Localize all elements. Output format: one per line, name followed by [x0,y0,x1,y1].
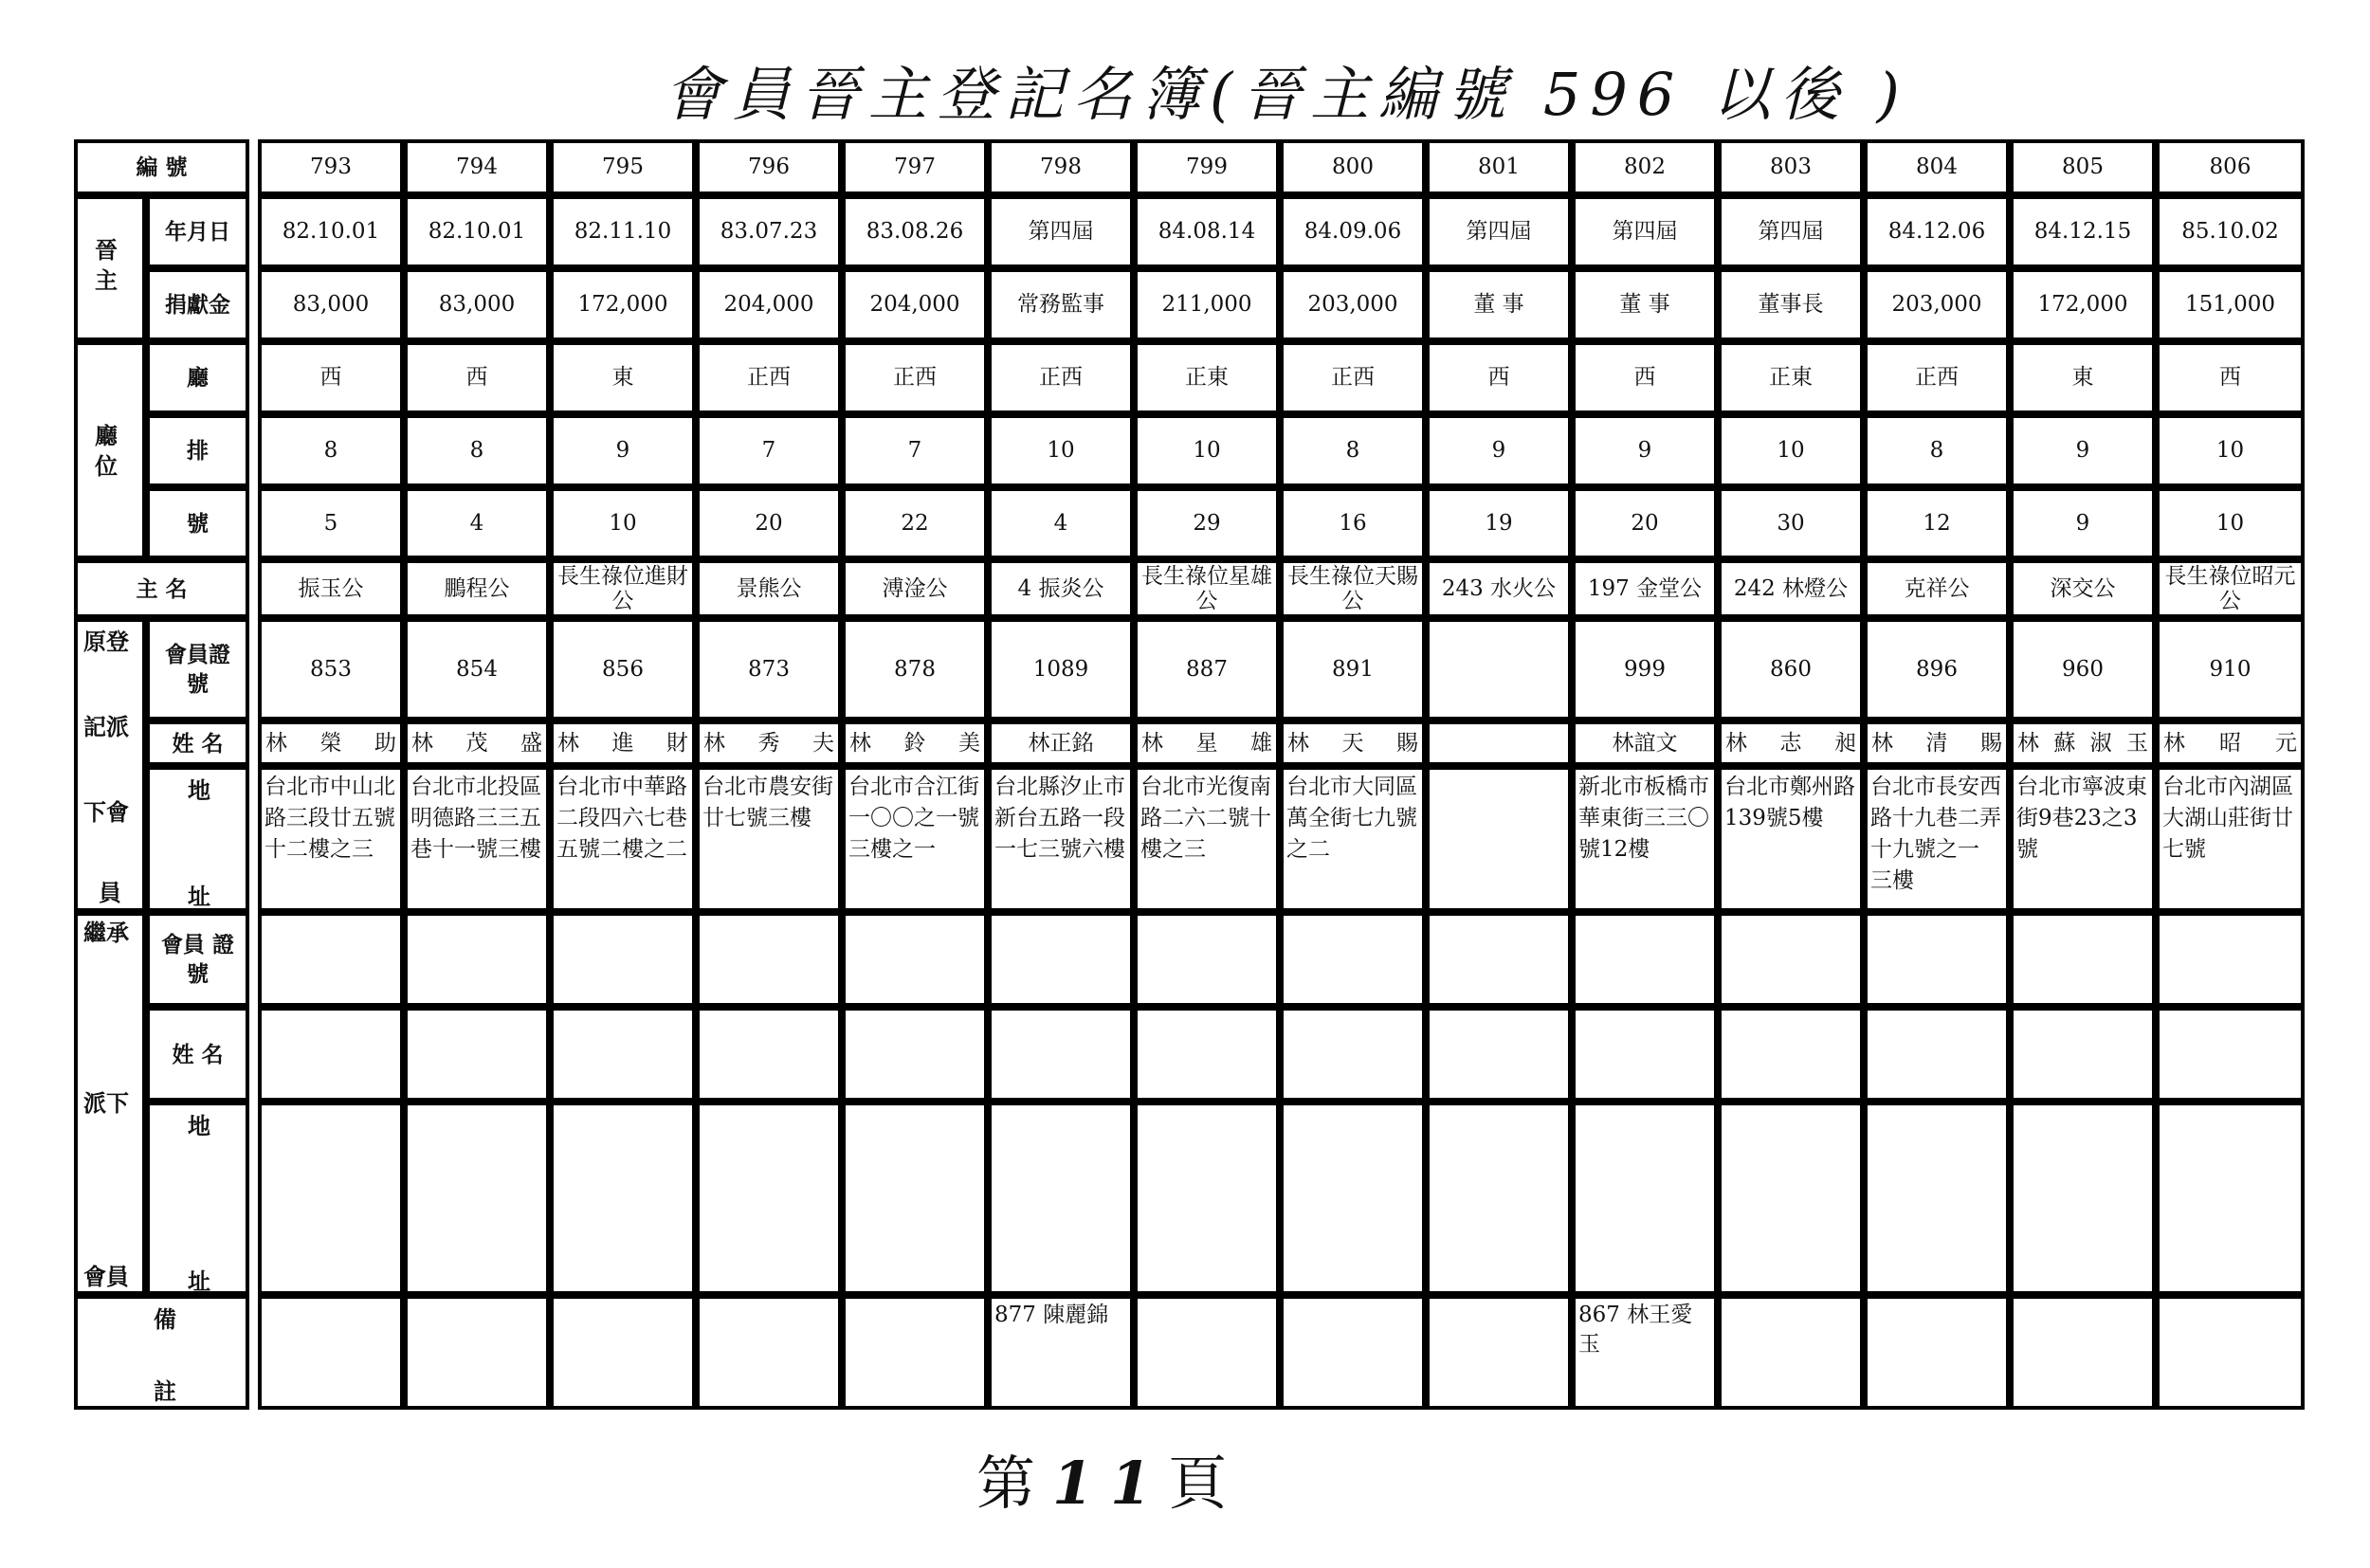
cell-num: 10 [550,487,696,559]
label-member-id [146,618,249,720]
cell-master: 長生祿位天賜公 [1280,559,1426,618]
name-char: 助 [374,730,396,756]
cell-donation: 204,000 [842,268,988,341]
cell-num: 4 [404,487,550,559]
name-char: 昭 [2219,730,2241,756]
cell-hall: 西 [258,341,404,414]
cell-inherit-member-id [1134,912,1280,1007]
cell-member-id: 999 [1572,618,1718,720]
cell-master: 深交公 [2010,559,2156,618]
cell-name [1718,720,1864,766]
name-char: 財 [666,730,688,756]
cell-donation: 203,000 [1280,268,1426,341]
cell-num: 19 [1426,487,1572,559]
cell-date: 第四屆 [988,195,1134,268]
label-inh-name: 姓 名 [146,1007,249,1102]
cell-date: 第四屆 [1718,195,1864,268]
label-member-id-text: 會員證號 [165,642,230,697]
label-inh-member-id-text: 會員 證號 [160,932,234,987]
cell-inherit-address [258,1102,404,1295]
cell-id: 795 [550,139,696,195]
label-hallpos-text: 廳位 [95,422,118,480]
cell-inherit-address [550,1102,696,1295]
cell-member-id: 960 [2010,618,2156,720]
cell-inherit-address [2156,1102,2305,1295]
cell-id: 805 [2010,139,2156,195]
cell-id: 806 [2156,139,2305,195]
cell-name [1280,720,1426,766]
name-char: 賜 [1396,730,1418,756]
cell-num: 9 [2010,487,2156,559]
cell-member-id: 1089 [988,618,1134,720]
cell-note [550,1295,696,1410]
cell-id: 794 [404,139,550,195]
label-address-bottom: 址 [188,883,210,910]
name-char: 蘇 [2053,730,2076,756]
name-char: 淑 [2089,730,2112,756]
name-char: 林 [703,730,725,756]
name-char: 進 [611,730,634,756]
cell-id: 802 [1572,139,1718,195]
cell-date: 84.12.06 [1864,195,2010,268]
cell-note [1280,1295,1426,1410]
cell-master: 長生祿位進財公 [550,559,696,618]
cell-note [1864,1295,2010,1410]
cell-hall: 西 [1426,341,1572,414]
cell-address: 台北市合江街一〇〇之一號三樓之一 [842,766,988,912]
name-char: 林 [1871,730,1893,756]
cell-member-id: 854 [404,618,550,720]
cell-member-id: 896 [1864,618,2010,720]
name-char: 玉 [2125,730,2148,756]
cell-address: 台北市寧波東街9巷23之3號 [2010,766,2156,912]
page-footer [976,1436,1261,1518]
name-char: 星 [1195,730,1218,756]
cell-inherit-member-id [2156,912,2305,1007]
cell-inherit-name [1572,1007,1718,1102]
label-num: 號 [146,487,249,559]
cell-inherit-address [1280,1102,1426,1295]
cell-member-id: 873 [696,618,842,720]
cell-date: 82.11.10 [550,195,696,268]
label-master: 主 名 [74,559,249,618]
cell-inherit-member-id [696,912,842,1007]
cell-hall: 東 [2010,341,2156,414]
label-name: 姓 名 [146,720,249,766]
cell-inherit-member-id [1718,912,1864,1007]
name-char: 賜 [1980,730,2002,756]
label-inherit-1: 繼承 [83,919,129,946]
cell-note: 877 陳麗錦 [988,1295,1134,1410]
label-jinzhu [74,195,146,341]
cell-master: 溥淦公 [842,559,988,618]
cell-donation: 董 事 [1572,268,1718,341]
cell-inherit-member-id [2010,912,2156,1007]
cell-master: 242 林燈公 [1718,559,1864,618]
cell-row: 9 [1572,414,1718,487]
name-char: 天 [1341,730,1364,756]
cell-date: 83.08.26 [842,195,988,268]
cell-address: 台北縣汐止市新台五路一段一七三號六樓 [988,766,1134,912]
cell-num: 20 [1572,487,1718,559]
cell-master: 振玉公 [258,559,404,618]
cell-inherit-name [2010,1007,2156,1102]
cell-inherit-name [404,1007,550,1102]
cell-date: 82.10.01 [258,195,404,268]
cell-donation: 83,000 [258,268,404,341]
label-address-top: 地 [188,776,210,804]
cell-id: 799 [1134,139,1280,195]
name-char: 林 [849,730,871,756]
cell-donation: 151,000 [2156,268,2305,341]
cell-id: 803 [1718,139,1864,195]
name-char: 清 [1925,730,1948,756]
cell-num: 12 [1864,487,2010,559]
cell-date: 第四屆 [1572,195,1718,268]
cell-address: 台北市內湖區大湖山莊街廿七號 [2156,766,2305,912]
cell-id: 793 [258,139,404,195]
cell-inherit-address [404,1102,550,1295]
name-char: 鈴 [903,730,926,756]
name-char: 榮 [319,730,342,756]
cell-master: 鵬程公 [404,559,550,618]
cell-address: 台北市大同區萬全街七九號之二 [1280,766,1426,912]
cell-hall: 正東 [1718,341,1864,414]
cell-address: 新北市板橋市華東街三三〇號12樓 [1572,766,1718,912]
cell-inherit-address [1864,1102,2010,1295]
cell-date: 83.07.23 [696,195,842,268]
cell-row: 10 [988,414,1134,487]
label-orig-3: 下會 [83,798,129,826]
label-jinzhu-text: 晉主 [95,236,118,294]
cell-master: 長生祿位星雄公 [1134,559,1280,618]
cell-address: 台北市長安西路十九巷二弄十九號之一 三樓 [1864,766,2010,912]
cell-hall: 西 [2156,341,2305,414]
name-char: 林 [557,730,579,756]
label-date: 年月日 [146,195,249,268]
cell-donation: 董 事 [1426,268,1572,341]
name-char: 林 [1287,730,1309,756]
label-note [74,1295,249,1410]
cell-name [696,720,842,766]
cell-id: 797 [842,139,988,195]
cell-num: 20 [696,487,842,559]
cell-donation: 83,000 [404,268,550,341]
label-note-bottom: 註 [154,1377,176,1405]
cell-date: 第四屆 [1426,195,1572,268]
cell-master: 景熊公 [696,559,842,618]
cell-inherit-name [1134,1007,1280,1102]
cell-name [1426,720,1572,766]
cell-note [2156,1295,2305,1410]
cell-id: 796 [696,139,842,195]
cell-inherit-address [988,1102,1134,1295]
page-number: 11 [1052,1449,1169,1518]
cell-note [696,1295,842,1410]
name-char: 元 [2275,730,2297,756]
label-note-top: 備 [154,1305,176,1333]
name-char: 林 [411,730,433,756]
cell-address: 台北市中華路二段四六七巷五號二樓之二 [550,766,696,912]
cell-name [258,720,404,766]
label-inh-address-top: 地 [188,1112,210,1140]
cell-inherit-address [842,1102,988,1295]
name-char: 林 [265,730,287,756]
cell-num: 30 [1718,487,1864,559]
cell-inherit-address [1572,1102,1718,1295]
cell-row: 10 [1718,414,1864,487]
cell-name [1134,720,1280,766]
cell-inherit-address [2010,1102,2156,1295]
cell-note [258,1295,404,1410]
cell-note: 867 林王愛玉 [1572,1295,1718,1410]
cell-name [1864,720,2010,766]
cell-note [842,1295,988,1410]
label-inherit [74,912,146,1295]
cell-hall: 正西 [1864,341,2010,414]
cell-donation: 172,000 [550,268,696,341]
cell-note [1134,1295,1280,1410]
cell-inherit-name [1280,1007,1426,1102]
name-char: 林 [1725,730,1747,756]
cell-num: 29 [1134,487,1280,559]
label-orig-4: 員 [99,879,121,906]
cell-date: 85.10.02 [2156,195,2305,268]
name-char: 林 [1141,730,1163,756]
label-row: 排 [146,414,249,487]
cell-inherit-address [1718,1102,1864,1295]
label-inh-address-bottom: 址 [188,1267,210,1295]
label-inherit-3: 會員 [83,1263,129,1290]
label-hallpos [74,341,146,559]
label-orig [74,618,146,912]
footer-suffix: 頁 [1168,1449,1245,1518]
label-inh-address [146,1102,249,1295]
label-donation: 捐獻金 [146,268,249,341]
cell-name [550,720,696,766]
cell-inherit-member-id [258,912,404,1007]
label-biao: 編 號 [74,139,249,195]
cell-row: 8 [404,414,550,487]
cell-date: 82.10.01 [404,195,550,268]
cell-date: 84.08.14 [1134,195,1280,268]
cell-name [842,720,988,766]
cell-row: 8 [258,414,404,487]
label-inh-member-id [146,912,249,1007]
cell-donation: 172,000 [2010,268,2156,341]
cell-member-id: 856 [550,618,696,720]
cell-inherit-member-id [550,912,696,1007]
cell-row: 9 [550,414,696,487]
cell-hall: 正東 [1134,341,1280,414]
cell-hall: 西 [1572,341,1718,414]
label-inherit-2: 派下 [83,1089,129,1117]
name-char: 雄 [1250,730,1272,756]
cell-name: 林正銘 [988,720,1134,766]
name-char: 夫 [812,730,834,756]
label-orig-2: 記派 [83,713,129,740]
cell-num: 5 [258,487,404,559]
cell-id: 798 [988,139,1134,195]
cell-row: 10 [1134,414,1280,487]
cell-inherit-address [1426,1102,1572,1295]
cell-address: 台北市中山北路三段廿五號十二樓之三 [258,766,404,912]
name-char: 美 [958,730,980,756]
cell-note [1718,1295,1864,1410]
cell-name [2010,720,2156,766]
cell-row: 9 [2010,414,2156,487]
cell-member-id: 891 [1280,618,1426,720]
cell-name [404,720,550,766]
cell-inherit-name [1718,1007,1864,1102]
cell-row: 8 [1864,414,2010,487]
cell-donation: 204,000 [696,268,842,341]
cell-master: 克祥公 [1864,559,2010,618]
cell-hall: 正西 [1280,341,1426,414]
cell-master: 長生祿位昭元公 [2156,559,2305,618]
cell-inherit-name [988,1007,1134,1102]
cell-master: 243 水火公 [1426,559,1572,618]
cell-id: 800 [1280,139,1426,195]
name-char: 志 [1779,730,1802,756]
footer-prefix: 第 [976,1449,1053,1518]
cell-inherit-address [1134,1102,1280,1295]
cell-hall: 正西 [988,341,1134,414]
cell-num: 10 [2156,487,2305,559]
name-char: 昶 [1834,730,1856,756]
name-char: 林 [2163,730,2185,756]
cell-inherit-name [258,1007,404,1102]
cell-address: 台北市光復南路二六二號十樓之三 [1134,766,1280,912]
cell-inherit-member-id [1572,912,1718,1007]
cell-inherit-name [550,1007,696,1102]
cell-num: 22 [842,487,988,559]
label-orig-1: 原登 [83,628,129,655]
cell-inherit-member-id [1864,912,2010,1007]
cell-master: 197 金堂公 [1572,559,1718,618]
cell-hall: 東 [550,341,696,414]
cell-address: 台北市鄭州路139號5樓 [1718,766,1864,912]
name-char: 盛 [520,730,542,756]
cell-address: 台北市北投區明德路三三五巷十一號三樓 [404,766,550,912]
cell-donation: 董事長 [1718,268,1864,341]
cell-row: 7 [696,414,842,487]
cell-num: 4 [988,487,1134,559]
cell-member-id: 910 [2156,618,2305,720]
cell-row: 10 [2156,414,2305,487]
label-address [146,766,249,912]
cell-master: 4 振炎公 [988,559,1134,618]
cell-hall: 正西 [696,341,842,414]
cell-note [404,1295,550,1410]
cell-inherit-member-id [1426,912,1572,1007]
cell-inherit-member-id [1280,912,1426,1007]
cell-inherit-member-id [842,912,988,1007]
cell-inherit-name [696,1007,842,1102]
cell-inherit-member-id [404,912,550,1007]
cell-row: 8 [1280,414,1426,487]
cell-hall: 西 [404,341,550,414]
cell-donation: 常務監事 [988,268,1134,341]
cell-inherit-name [1864,1007,2010,1102]
name-char: 茂 [465,730,488,756]
cell-address [1426,766,1572,912]
cell-row: 9 [1426,414,1572,487]
label-hall: 廳 [146,341,249,414]
cell-inherit-address [696,1102,842,1295]
cell-name [2156,720,2305,766]
cell-member-id: 878 [842,618,988,720]
cell-inherit-member-id [988,912,1134,1007]
cell-id: 804 [1864,139,2010,195]
cell-note [2010,1295,2156,1410]
cell-member-id: 860 [1718,618,1864,720]
cell-note [1426,1295,1572,1410]
cell-member-id [1426,618,1572,720]
cell-member-id: 887 [1134,618,1280,720]
cell-inherit-name [2156,1007,2305,1102]
name-char: 秀 [757,730,780,756]
cell-hall: 正西 [842,341,988,414]
cell-inherit-name [1426,1007,1572,1102]
cell-donation: 211,000 [1134,268,1280,341]
cell-inherit-name [842,1007,988,1102]
cell-row: 7 [842,414,988,487]
cell-name: 林誼文 [1572,720,1718,766]
cell-date: 84.12.15 [2010,195,2156,268]
name-char: 林 [2017,730,2039,756]
cell-id: 801 [1426,139,1572,195]
cell-date: 84.09.06 [1280,195,1426,268]
cell-donation: 203,000 [1864,268,2010,341]
page-title: 會員晉主登記名簿(晉主編號 596 以後 ) [664,60,1909,129]
cell-num: 16 [1280,487,1426,559]
cell-address: 台北市農安街廿七號三樓 [696,766,842,912]
cell-member-id: 853 [258,618,404,720]
